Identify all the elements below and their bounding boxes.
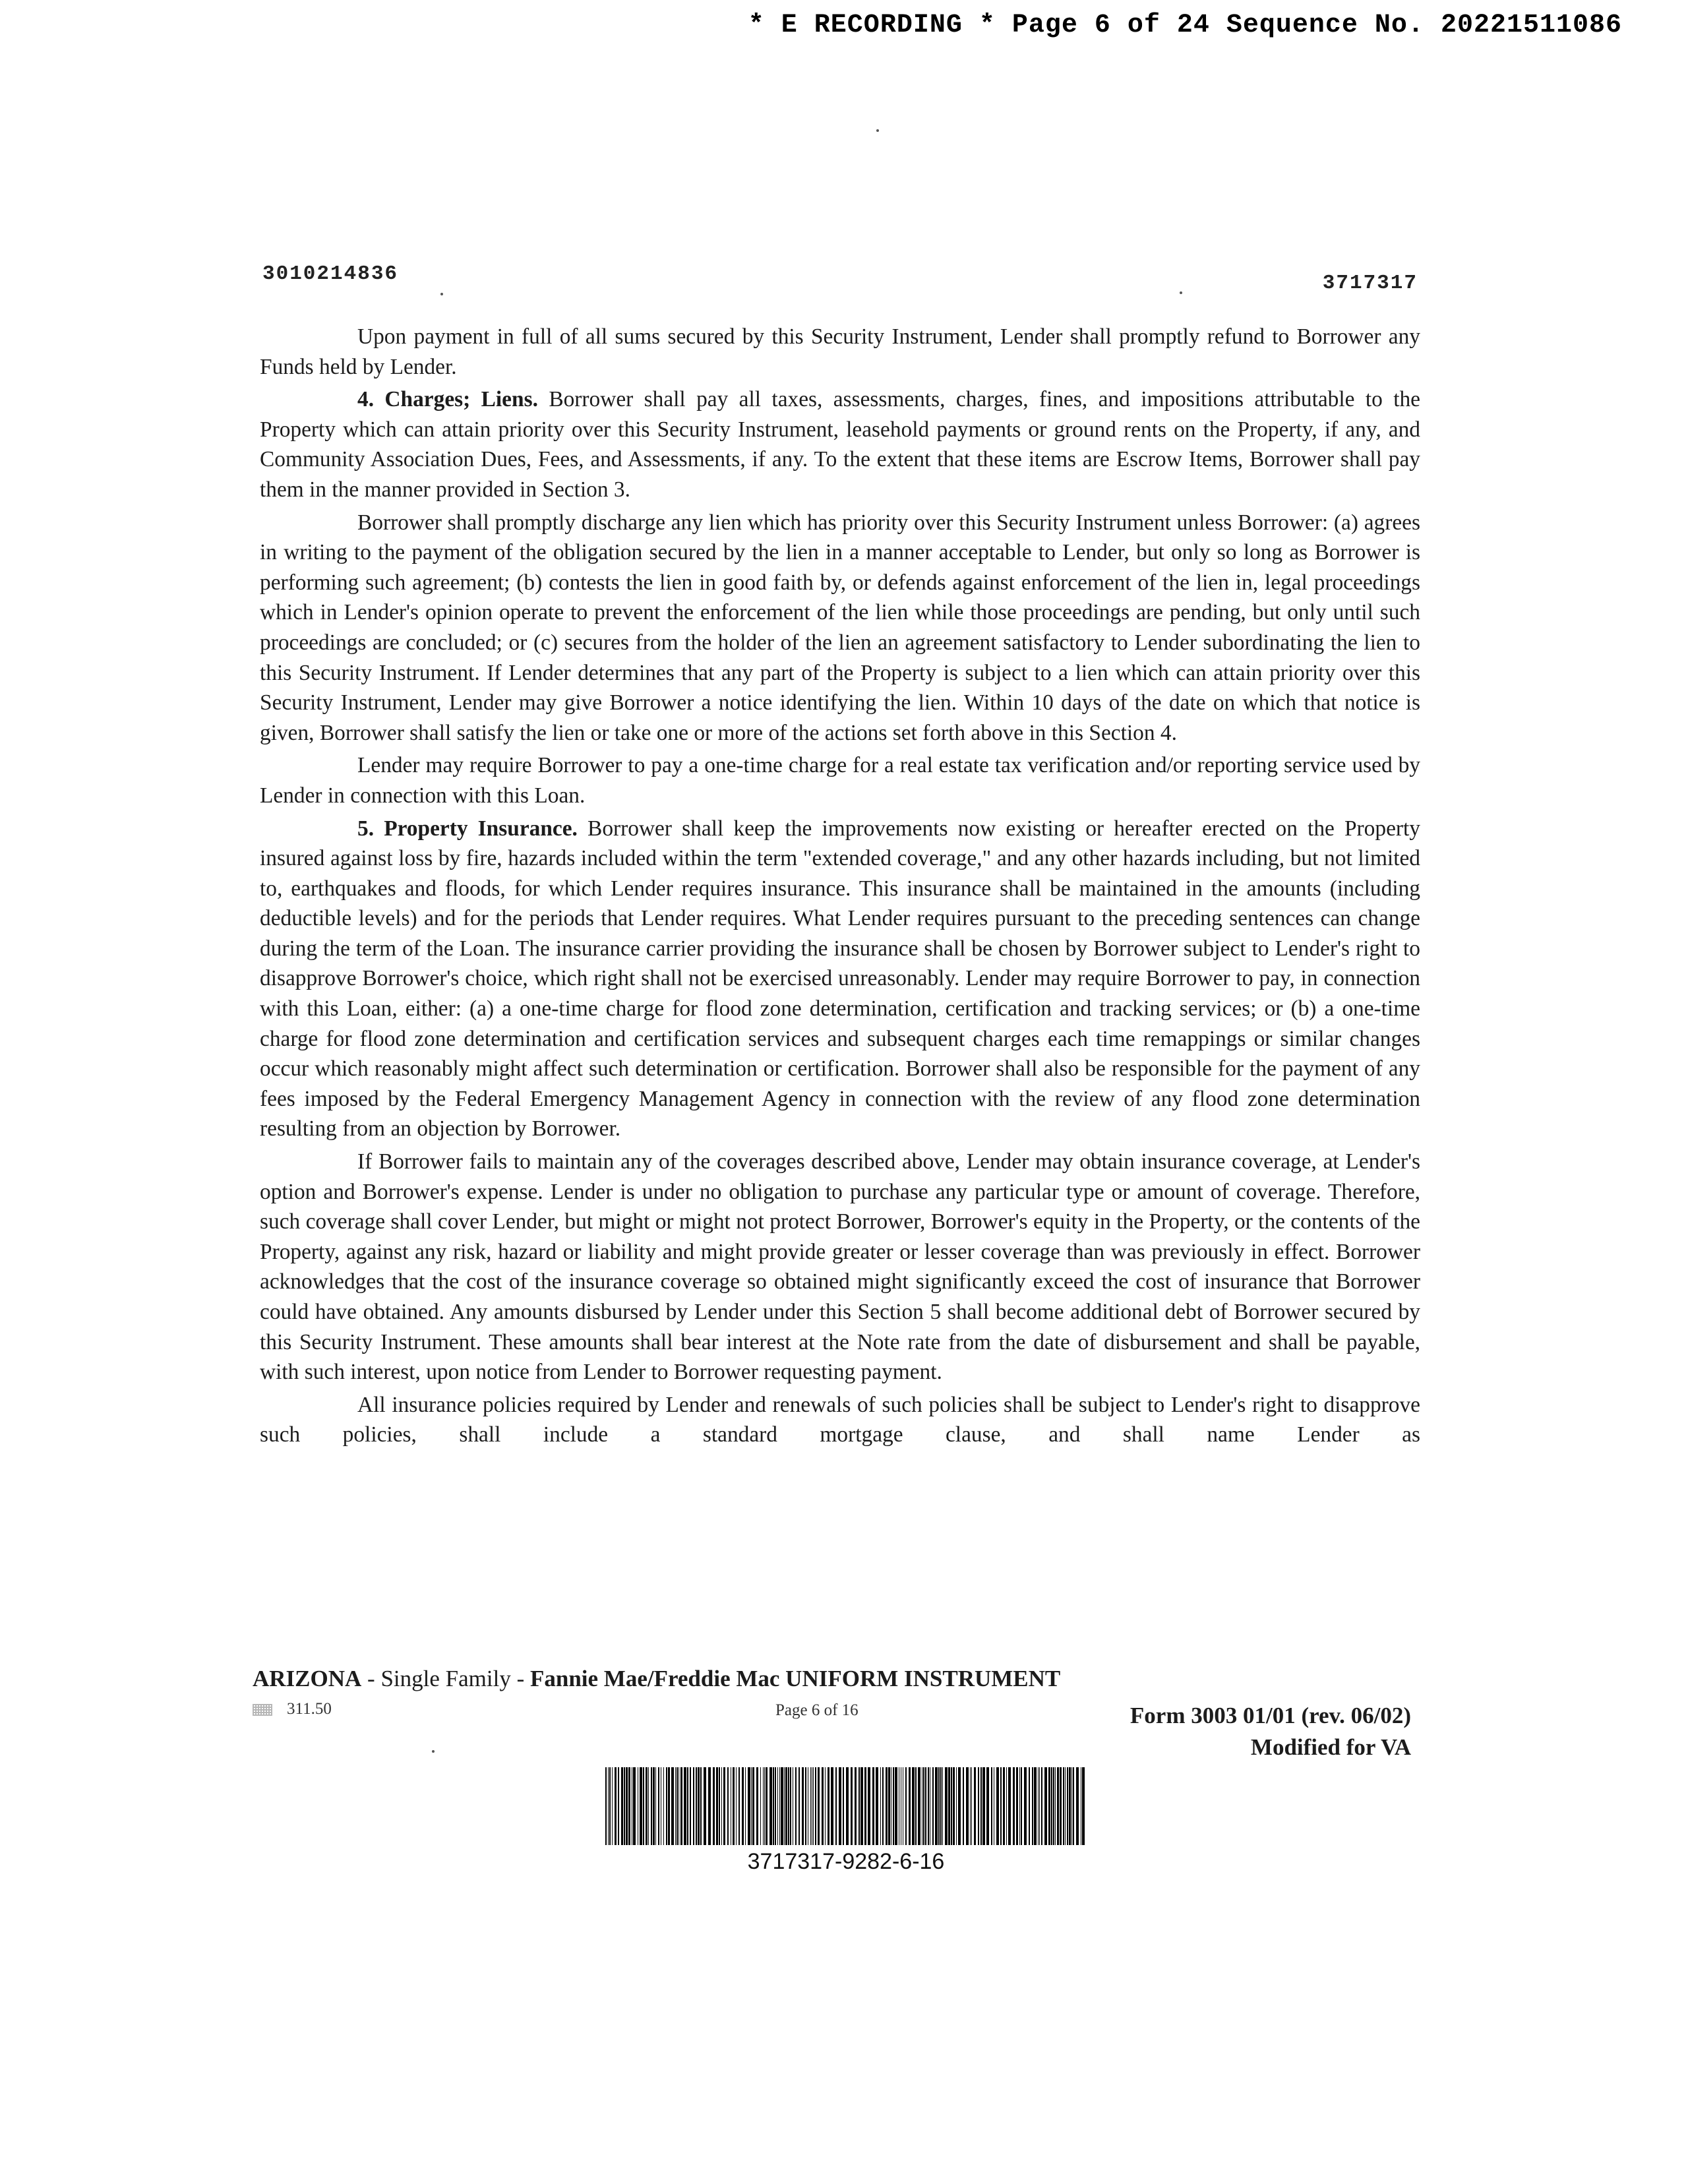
barcode-bar bbox=[880, 1767, 881, 1845]
barcode-bar bbox=[653, 1767, 655, 1845]
barcode-bar bbox=[909, 1767, 911, 1845]
paragraph-text: Upon payment in full of all sums secured by this Security Instrument, Lender shall promptly refund to Borrower any Funds held by Lender. bbox=[260, 324, 1420, 379]
scan-speck bbox=[440, 293, 443, 295]
barcode-bar bbox=[895, 1767, 897, 1845]
barcode-bar bbox=[945, 1767, 948, 1845]
barcode-bar bbox=[775, 1767, 776, 1845]
barcode-bar bbox=[951, 1767, 952, 1845]
barcode-bar bbox=[799, 1767, 800, 1845]
barcode-bar bbox=[1034, 1767, 1037, 1845]
barcode-bar bbox=[974, 1767, 976, 1845]
barcode-bar bbox=[1013, 1767, 1015, 1845]
barcode-bar bbox=[633, 1767, 636, 1845]
barcode-bar bbox=[928, 1767, 929, 1845]
barcode-bar bbox=[640, 1767, 642, 1845]
barcode-bar bbox=[958, 1767, 961, 1845]
form-code-row bbox=[253, 1700, 332, 1718]
barcode-bar bbox=[727, 1767, 729, 1845]
paragraph bbox=[260, 384, 1420, 504]
barcode-bar bbox=[1000, 1767, 1002, 1845]
barcode-bar bbox=[736, 1767, 737, 1845]
barcode-bar bbox=[948, 1767, 950, 1845]
barcode-bar bbox=[752, 1767, 754, 1845]
barcode-bar bbox=[764, 1767, 765, 1845]
barcode-bar bbox=[1057, 1767, 1059, 1845]
barcode-bar bbox=[1063, 1767, 1064, 1845]
section-heading: 5. Property Insurance. bbox=[357, 816, 578, 841]
barcode-bar bbox=[788, 1767, 789, 1845]
barcode-bar bbox=[1060, 1767, 1062, 1845]
barcode-bar bbox=[779, 1767, 780, 1845]
barcode-bar bbox=[996, 1767, 999, 1845]
barcode-bar bbox=[1071, 1767, 1072, 1845]
barcode-bar bbox=[818, 1767, 820, 1845]
barcode-bar bbox=[1032, 1767, 1033, 1845]
barcode-bar bbox=[991, 1767, 992, 1845]
barcode-bar bbox=[608, 1767, 609, 1845]
barcode-bar bbox=[963, 1767, 964, 1845]
barcode-bar bbox=[766, 1767, 768, 1845]
barcode-bar bbox=[663, 1767, 664, 1845]
barcode-bar bbox=[940, 1767, 942, 1845]
barcode-bar bbox=[912, 1767, 915, 1845]
barcode-bar bbox=[708, 1767, 711, 1845]
barcode-bar bbox=[675, 1767, 676, 1845]
recording-header: * E RECORDING * Page 6 of 24 Sequence No. 20221511086 bbox=[748, 11, 1622, 40]
paragraph bbox=[260, 508, 1420, 748]
initials-box bbox=[253, 1704, 272, 1716]
barcode-bar bbox=[748, 1767, 750, 1845]
barcode-bar bbox=[1019, 1767, 1020, 1845]
barcode-bar bbox=[886, 1767, 888, 1845]
barcode-bar bbox=[1048, 1767, 1050, 1845]
barcode-bar bbox=[1044, 1767, 1047, 1845]
footer-instrument: Fannie Mae/Freddie Mac UNIFORM INSTRUMENT bbox=[529, 1666, 1061, 1691]
barcode-bar bbox=[648, 1767, 649, 1845]
barcode-bar bbox=[671, 1767, 674, 1845]
barcode-bar bbox=[721, 1767, 722, 1845]
barcode-bar bbox=[773, 1767, 774, 1845]
barcode-bar bbox=[938, 1767, 940, 1845]
barcode-bar bbox=[666, 1767, 667, 1845]
barcode-bar bbox=[612, 1767, 613, 1845]
barcode-bar bbox=[815, 1767, 816, 1845]
barcode-bar bbox=[935, 1767, 938, 1845]
case-number: 3717317 bbox=[1322, 272, 1418, 295]
barcode-bar bbox=[658, 1767, 659, 1845]
section-heading: 4. Charges; Liens. bbox=[357, 387, 538, 412]
paragraph-text: If Borrower fails to maintain any of the coverages described above, Lender may obtain insurance coverage, at Lender's option and Borrower's expense. Lender is under no obligation to purchase any particular type or amount of coverage. Therefore, such coverage shall cover Lender, but might or might not protect Borrower, Borrower's equity in the Property, or the contents of the Property, against any risk, hazard or liability and might provide greater or lesser coverage than was previously in effect. Borrower acknowledges that the cost of the insurance coverage so obtained might significantly exceed the cost of insurance that Borrower could have obtained. Any amounts disbursed by Lender under this Section 5 shall become additional debt of Borrower secured by this Security Instrument. These amounts shall bear interest at the Note rate from the date of disbursement and shall be payable, with such interest, upon notice from Lender to Borrower requesting payment. bbox=[260, 1149, 1420, 1385]
barcode-bar bbox=[785, 1767, 787, 1845]
loan-number: 3010214836 bbox=[262, 262, 399, 286]
barcode-bar bbox=[1067, 1767, 1068, 1845]
barcode-bar bbox=[1006, 1767, 1007, 1845]
scan-speck bbox=[432, 1750, 435, 1753]
barcode-bar bbox=[980, 1767, 982, 1845]
barcode-bar bbox=[609, 1767, 611, 1845]
barcode-bar bbox=[751, 1767, 752, 1845]
paragraph bbox=[260, 750, 1420, 810]
barcode-bar bbox=[859, 1767, 860, 1845]
barcode-bar bbox=[1053, 1767, 1054, 1845]
barcode-bar bbox=[733, 1767, 735, 1845]
barcode-bar bbox=[696, 1767, 697, 1845]
footer-separator: - Single Family - bbox=[361, 1666, 530, 1691]
barcode-bar bbox=[956, 1767, 957, 1845]
barcode-bar bbox=[822, 1767, 824, 1845]
barcode-bar bbox=[1016, 1767, 1018, 1845]
barcode-bar bbox=[763, 1767, 764, 1845]
barcode-bar bbox=[684, 1767, 686, 1845]
barcode-bar bbox=[966, 1767, 969, 1845]
barcode-bar bbox=[784, 1767, 785, 1845]
paragraph-text: Lender may require Borrower to pay a one-time charge for a real estate tax verification and/or reporting service used by Lender in connection with this Loan. bbox=[260, 753, 1420, 808]
barcode-bar bbox=[918, 1767, 920, 1845]
paragraph bbox=[260, 1147, 1420, 1387]
barcode-bar bbox=[888, 1767, 890, 1845]
barcode-bar bbox=[690, 1767, 691, 1845]
barcode-bar bbox=[618, 1767, 619, 1845]
barcode-bar bbox=[719, 1767, 720, 1845]
barcode-bar bbox=[813, 1767, 814, 1845]
barcode-bar bbox=[1076, 1767, 1079, 1845]
barcode-bar bbox=[855, 1767, 857, 1845]
paragraph-text: Borrower shall keep the improvements now existing or hereafter erected on the Property insured against loss by fire, hazards included within the term "extended coverage," and any other hazards including, but not limited to, earthquakes and floods, for which Lender requires insurance. This insurance shall be maintained in the amounts (including deductible levels) and for the periods that Lender requires. What Lender requires pursuant to the preceding sentences can change during the term of the Loan. The insurance carrier providing the insurance shall be chosen by Borrower subject to Lender's right to disapprove Borrower's choice, which right shall not be exercised unreasonably. Lender may require Borrower to pay, in connection with this Loan, either: (a) a one-time charge for flood zone determination, certification and tracking services; or (b) a one-time charge for flood zone determination and certification services and subsequent charges each time remappings or similar changes occur which reasonably might affect such determination or certification. Borrower shall also be responsible for the payment of any fees imposed by the Federal Emergency Management Agency in connection with the review of any flood zone determination resulting from an objection by Borrower. bbox=[260, 816, 1420, 1141]
paragraph bbox=[260, 1390, 1420, 1450]
barcode-bar bbox=[864, 1767, 866, 1845]
barcode-bar bbox=[805, 1767, 806, 1845]
barcode-bar bbox=[646, 1767, 648, 1845]
barcode-bar bbox=[843, 1767, 844, 1845]
form-code: 311.50 bbox=[287, 1700, 332, 1718]
barcode-bar bbox=[846, 1767, 849, 1845]
paragraph-text: Borrower shall pay all taxes, assessments, charges, fines, and impositions attributable to the Property which can attain priority over this Security Instrument, leasehold payments or ground rents on the Property, if any, and Community Association Dues, Fees, and Assessments, if any. To the extent that these items are Escrow Items, Borrower shall pay them in the manner provided in Section 3. bbox=[260, 387, 1420, 502]
barcode-bar bbox=[872, 1767, 874, 1845]
barcode-bar bbox=[923, 1767, 924, 1845]
barcode-bar bbox=[790, 1767, 791, 1845]
barcode-bar bbox=[1073, 1767, 1074, 1845]
barcode-bar bbox=[851, 1767, 853, 1845]
document-body bbox=[260, 322, 1420, 1450]
barcode-bar bbox=[781, 1767, 783, 1845]
barcode-bar bbox=[700, 1767, 702, 1845]
barcode-bar bbox=[893, 1767, 894, 1845]
barcode-bar bbox=[802, 1767, 804, 1845]
scan-speck bbox=[876, 129, 879, 132]
paragraph-text: All insurance policies required by Lender and renewals of such policies shall be subject to Lender's right to disapprove such policies, shall include a standard mortgage clause, and shall name Lender as bbox=[260, 1392, 1420, 1447]
barcode-bar bbox=[698, 1767, 700, 1845]
barcode-bar bbox=[860, 1767, 863, 1845]
barcode-bar bbox=[1069, 1767, 1071, 1845]
barcode-bar bbox=[978, 1767, 979, 1845]
barcode-bar bbox=[742, 1767, 744, 1845]
barcode-bar bbox=[626, 1767, 628, 1845]
barcode-bar bbox=[905, 1767, 907, 1845]
barcode-bar bbox=[1055, 1767, 1056, 1845]
barcode-bar bbox=[769, 1767, 772, 1845]
barcode-bar bbox=[777, 1767, 778, 1845]
barcode-bar bbox=[1029, 1767, 1030, 1845]
barcode bbox=[605, 1767, 1087, 1845]
barcode-bar bbox=[1051, 1767, 1052, 1845]
barcode-bar bbox=[1038, 1767, 1039, 1845]
barcode-bar bbox=[876, 1767, 878, 1845]
barcode-bar bbox=[716, 1767, 718, 1845]
scan-speck bbox=[1180, 291, 1182, 294]
footer-title bbox=[253, 1666, 1060, 1692]
barcode-bar bbox=[1008, 1767, 1011, 1845]
barcode-bar bbox=[942, 1767, 943, 1845]
barcode-bar bbox=[651, 1767, 652, 1845]
barcode-bar bbox=[1065, 1767, 1066, 1845]
barcode-bar bbox=[1041, 1767, 1042, 1845]
footer-state: ARIZONA bbox=[253, 1666, 362, 1691]
barcode-bar bbox=[621, 1767, 623, 1845]
barcode-bar bbox=[756, 1767, 758, 1845]
form-number: Form 3003 01/01 (rev. 06/02) bbox=[1130, 1703, 1411, 1728]
barcode-bar bbox=[1039, 1767, 1040, 1845]
barcode-bar bbox=[704, 1767, 706, 1845]
barcode-bar bbox=[678, 1767, 679, 1845]
barcode-bar bbox=[1021, 1767, 1022, 1845]
barcode-bar bbox=[687, 1767, 688, 1845]
barcode-bar bbox=[615, 1767, 617, 1845]
barcode-bar bbox=[982, 1767, 985, 1845]
barcode-bar bbox=[971, 1767, 972, 1845]
barcode-bar bbox=[1024, 1767, 1027, 1845]
barcode-bar bbox=[643, 1767, 644, 1845]
paragraph bbox=[260, 322, 1420, 382]
barcode-bar bbox=[828, 1767, 829, 1845]
barcode-bar bbox=[723, 1767, 725, 1845]
barcode-bar bbox=[738, 1767, 740, 1845]
barcode-bar bbox=[655, 1767, 656, 1845]
barcode-bar bbox=[915, 1767, 917, 1845]
modified-note: Modified for VA bbox=[1250, 1734, 1411, 1760]
barcode-bar bbox=[605, 1767, 607, 1845]
barcode-bar bbox=[986, 1767, 989, 1845]
paragraph bbox=[260, 814, 1420, 1145]
barcode-bar bbox=[624, 1767, 625, 1845]
barcode-bar bbox=[628, 1767, 630, 1845]
barcode-bar bbox=[795, 1767, 797, 1845]
barcode-bar bbox=[953, 1767, 955, 1845]
barcode-number: 3717317-9282-6-16 bbox=[747, 1849, 945, 1874]
barcode-bar bbox=[713, 1767, 715, 1845]
barcode-bar bbox=[677, 1767, 678, 1845]
barcode-bar bbox=[825, 1767, 826, 1845]
barcode-bar bbox=[831, 1767, 833, 1845]
barcode-bar bbox=[839, 1767, 841, 1845]
barcode-bar bbox=[868, 1767, 870, 1845]
barcode-bar bbox=[810, 1767, 811, 1845]
barcode-bar bbox=[970, 1767, 971, 1845]
barcode-bar bbox=[835, 1767, 837, 1845]
barcode-bar bbox=[882, 1767, 884, 1845]
page-number: Page 6 of 16 bbox=[775, 1701, 859, 1719]
barcode-bar bbox=[668, 1767, 670, 1845]
barcode-bar bbox=[1003, 1767, 1005, 1845]
barcode-bar bbox=[932, 1767, 934, 1845]
barcode-bar bbox=[760, 1767, 761, 1845]
barcode-bar bbox=[745, 1767, 746, 1845]
barcode-bar bbox=[680, 1767, 682, 1845]
paragraph-text: Borrower shall promptly discharge any lien which has priority over this Security Instrument unless Borrower: (a) agrees in writing to the payment of the obligation secured by the lien in a manner acceptable to Lender, but only so long as Borrower is performing such agreement; (b) contests the lien in good faith by, or defends against enforcement of the lien in, legal proceedings which in Lender's opinion operate to prevent the enforcement of the lien while those proceedings are pending, but only until such proceedings are concluded; or (c) secures from the holder of the lien an agreement satisfactory to Lender subordinating the lien to this Security Instrument. If Lender determines that any part of the Property is subject to a lien which can attain priority over this Security Instrument, Lender may give Borrower a notice identifying the lien. Within 10 days of the date on which that notice is given, Borrower shall satisfy the lien or take one or more of the actions set forth above in this Section 4. bbox=[260, 510, 1420, 745]
barcode-bar bbox=[693, 1767, 694, 1845]
barcode-bar bbox=[925, 1767, 926, 1845]
barcode-bar bbox=[1082, 1767, 1085, 1845]
